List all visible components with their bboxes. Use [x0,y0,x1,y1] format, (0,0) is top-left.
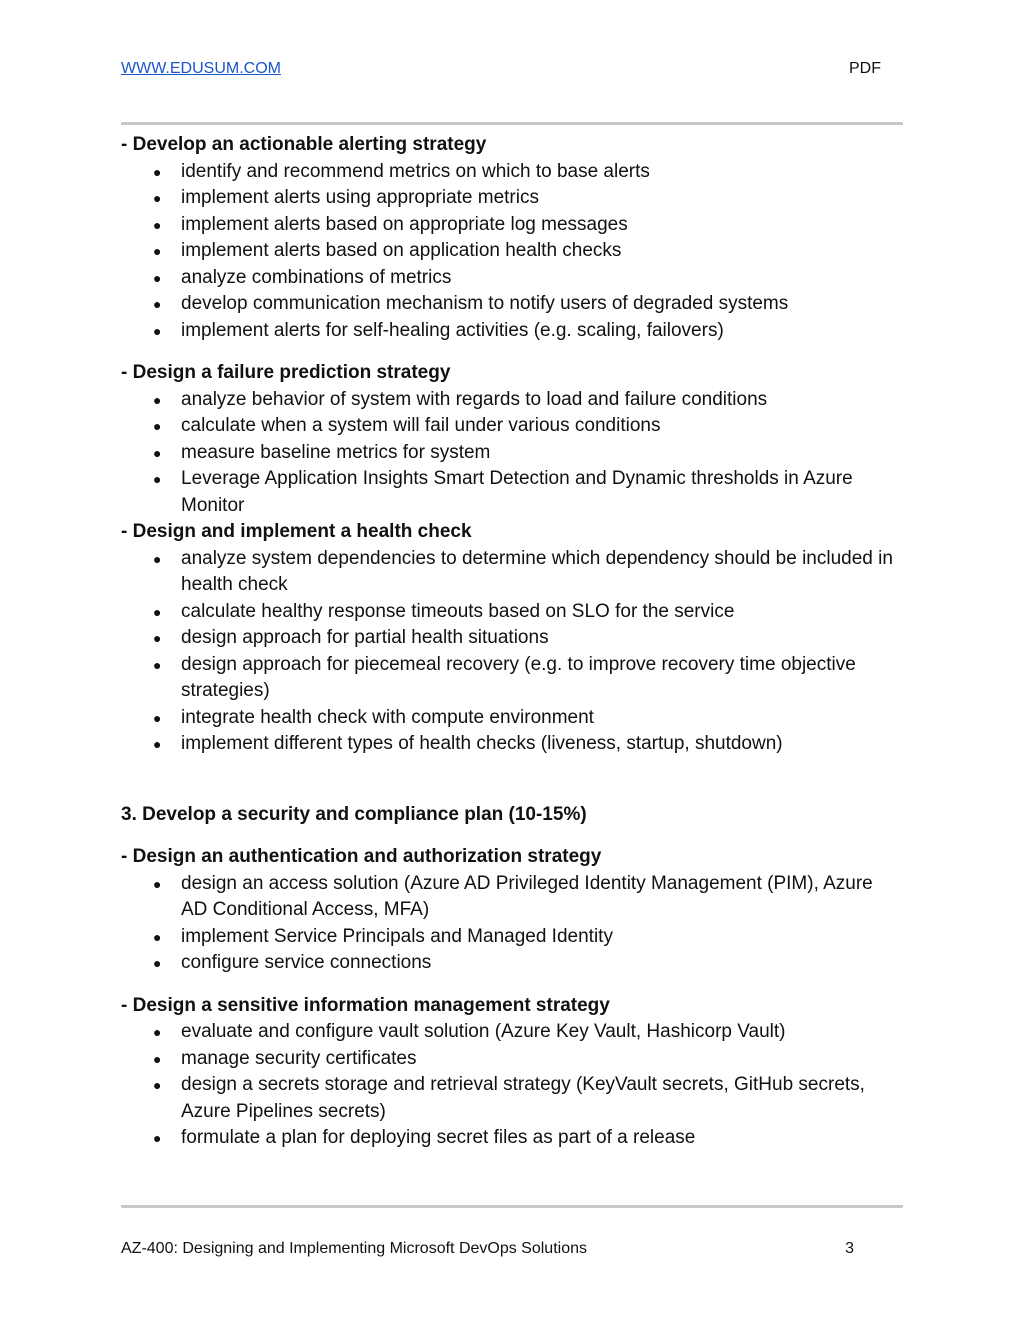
chapter-title: 3. Develop a security and compliance plan (10-15%) [121,803,587,825]
bullet-list [121,159,901,345]
list-item-text: implement alerts based on application health checks [181,240,622,261]
bullet-icon: ● [153,955,162,971]
list-item [121,387,901,414]
list-item [121,159,901,186]
bullet-icon: ● [153,603,162,620]
list-item [121,466,901,519]
list-item [121,413,901,440]
list-item-text: implement different types of health checks (liveness, startup, shutdown) [181,733,783,754]
bullet-list [121,871,901,977]
bullet-icon: ● [153,1077,162,1093]
bullet-icon: ● [153,418,162,434]
site-link[interactable]: WWW.EDUSUM.COM [121,60,281,77]
list-item-text: manage security certificates [181,1047,417,1069]
list-item [121,731,901,758]
list-item [121,950,901,977]
bullet-icon: ● [153,296,162,312]
list-item [121,546,901,599]
list-item [121,652,901,705]
section-title: - Design a failure prediction strategy [121,362,451,383]
bullet-icon: ● [153,444,162,461]
bullet-icon: ● [153,656,162,673]
list-item [121,599,901,626]
list-item-text: analyze combinations of metrics [181,266,452,288]
bullet-icon: ● [153,1024,162,1040]
list-item [121,318,901,345]
section-title: - Design a sensitive information management strategy [121,994,610,1016]
footer-divider [121,1205,903,1208]
list-item-text: Leverage Application Insights Smart Detection and Dynamic thresholds in Azure Monitor [181,468,853,516]
bullet-list [121,546,901,758]
bullet-icon: ● [153,709,162,726]
bullet-icon: ● [153,216,162,233]
list-item-text: analyze system dependencies to determine which dependency should be included in health check [181,547,893,595]
bullet-icon: ● [153,163,162,180]
list-item-text: formulate a plan for deploying secret files as part of a release [181,1127,696,1148]
list-item [121,625,901,652]
list-item-text: evaluate and configure vault solution (Azure Key Vault, Hashicorp Vault) [181,1021,786,1042]
bullet-icon: ● [153,550,162,567]
bullet-icon: ● [153,269,162,286]
list-item-text: analyze behavior of system with regards to load and failure conditions [181,388,768,410]
list-item-text: identify and recommend metrics on which to base alerts [181,160,650,182]
list-item [121,1125,901,1152]
list-item-text: implement alerts using appropriate metrics [181,187,539,208]
bullet-icon: ● [153,190,162,206]
header-label: PDF [849,60,881,77]
list-item-text: calculate when a system will fail under various conditions [181,415,661,436]
bullet-icon: ● [153,1130,162,1146]
list-item [121,871,901,924]
bullet-icon: ● [153,391,162,408]
bullet-icon: ● [153,1050,162,1067]
list-item-text: design a secrets storage and retrieval strategy (KeyVault secrets, GitHub secrets, Azure Pipelines secrets) [181,1074,865,1122]
bullet-list [121,1019,901,1152]
list-item [121,1046,901,1073]
list-item-text: calculate healthy response timeouts based on SLO for the service [181,600,735,622]
bullet-list [121,387,901,520]
bullet-icon: ● [153,875,162,892]
list-item-text: configure service connections [181,952,432,973]
list-item-text: develop communication mechanism to notify users of degraded systems [181,293,789,314]
bullet-icon: ● [153,471,162,487]
list-item-text: implement alerts based on appropriate log messages [181,213,628,235]
page-number: 3 [845,1240,854,1257]
list-item [121,238,901,265]
bullet-icon: ● [153,243,162,259]
list-item-text: design approach for piecemeal recovery (e.g. to improve recovery time objective strategies) [181,653,856,701]
footer-title: AZ-400: Designing and Implementing Microsoft DevOps Solutions [121,1240,587,1257]
bullet-icon: ● [153,736,162,752]
list-item [121,1072,901,1125]
document-body [121,132,901,1152]
list-item-text: implement alerts for self-healing activities (e.g. scaling, failovers) [181,319,724,341]
list-item [121,212,901,239]
list-item [121,265,901,292]
list-item-text: design approach for partial health situations [181,627,549,648]
section-title: - Design and implement a health check [121,521,472,542]
list-item [121,185,901,212]
list-item [121,705,901,732]
bullet-icon: ● [153,928,162,945]
header-divider [121,122,903,125]
list-item [121,440,901,467]
bullet-icon: ● [153,630,162,646]
list-item [121,924,901,951]
section-title: - Develop an actionable alerting strategy [121,134,487,155]
list-item-text: implement Service Principals and Managed Identity [181,925,613,947]
list-item-text: integrate health check with compute environment [181,706,594,728]
list-item-text: measure baseline metrics for system [181,441,491,463]
section-title: - Design an authentication and authorization strategy [121,846,602,867]
list-item-text: design an access solution (Azure AD Privileged Identity Management (PIM), Azure AD Conditional Access, MFA) [181,872,873,920]
list-item [121,291,901,318]
bullet-icon: ● [153,322,162,339]
list-item [121,1019,901,1046]
